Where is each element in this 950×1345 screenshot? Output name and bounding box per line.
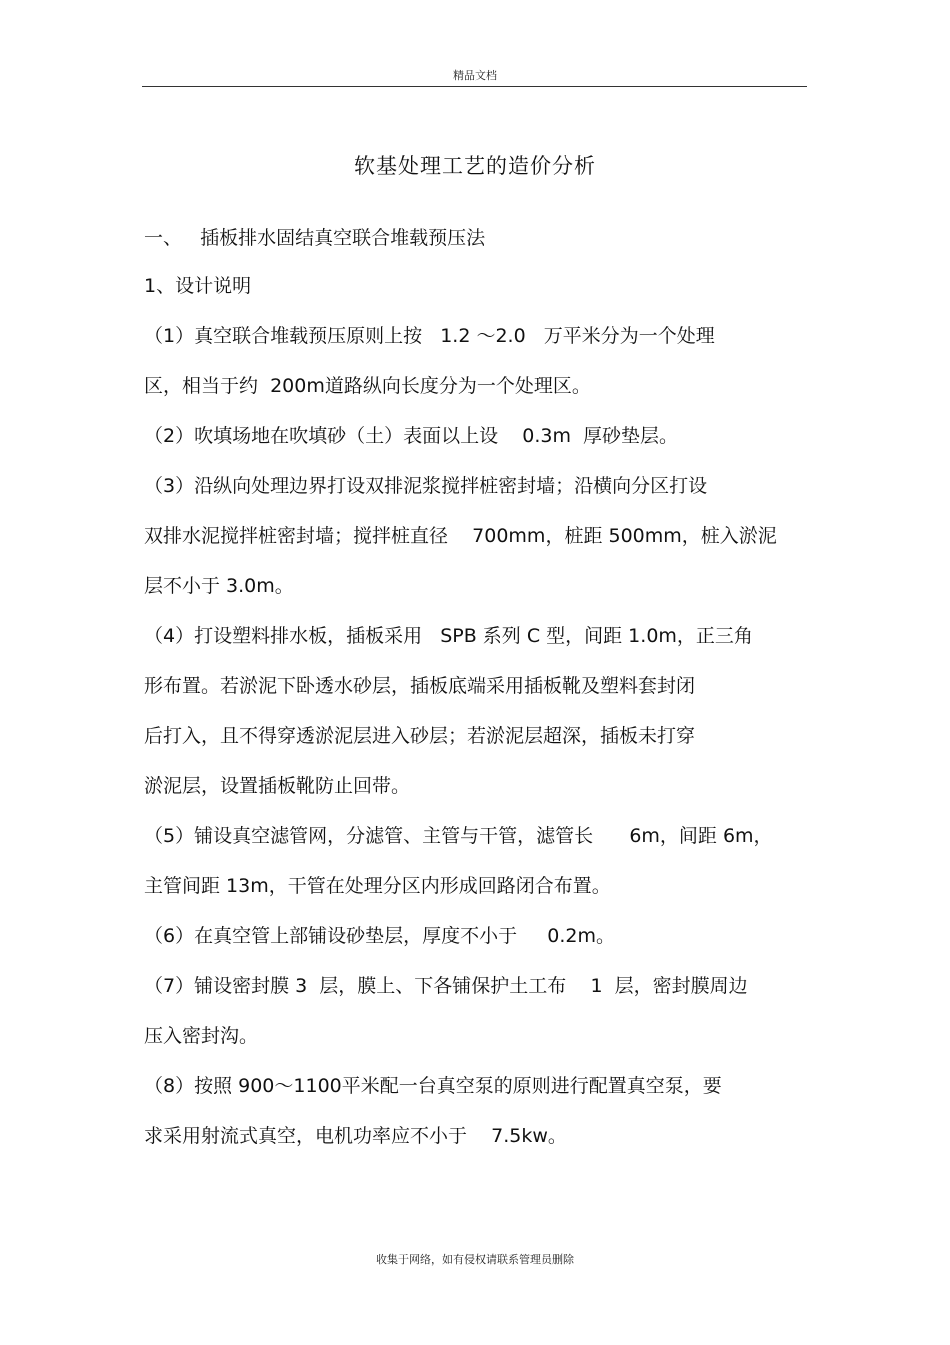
paragraph-line: 求采用射流式真空，电机功率应不小于 7.5kw。: [144, 1125, 567, 1147]
paragraph-line: （5）铺设真空滤管网，分滤管、主管与干管，滤管长 6m，间距 6m，: [144, 825, 773, 847]
paragraph-line: （7）铺设密封膜 3 层，膜上、下各铺保护土工布 1 层，密封膜周边: [144, 975, 748, 997]
paragraph-line: 双排水泥搅拌桩密封墙；搅拌桩直径 700mm，桩距 500mm，桩入淤泥: [144, 525, 777, 547]
header-label: 精品文档: [453, 69, 497, 82]
footer-label: 收集于网络，如有侵权请联系管理员删除: [376, 1253, 574, 1266]
paragraph-line: 形布置。若淤泥下卧透水砂层，插板底端采用插板靴及塑料套封闭: [144, 675, 696, 697]
paragraph-line: （3）沿纵向处理边界打设双排泥浆搅拌桩密封墙；沿横向分区打设: [144, 475, 708, 497]
paragraph-line: 主管间距 13m，干管在处理分区内形成回路闭合布置。: [144, 875, 611, 897]
paragraph-line: （8）按照 900～1100平米配一台真空泵的原则进行配置真空泵，要: [144, 1075, 722, 1097]
section-heading: 一、 插板排水固结真空联合堆载预压法: [144, 227, 486, 249]
header-divider: [142, 86, 807, 87]
paragraph-line: （1）真空联合堆载预压原则上按 1.2 ～2.0 万平米分为一个处理: [144, 325, 715, 347]
paragraph-line: （2）吹填场地在吹填砂（土）表面以上设 0.3m 厚砂垫层。: [144, 425, 679, 447]
document-title: 软基处理工艺的造价分析: [354, 154, 596, 178]
paragraph-line: 区，相当于约 200m道路纵向长度分为一个处理区。: [144, 375, 591, 397]
subsection-heading: 1、设计说明: [144, 275, 252, 297]
paragraph-line: （6）在真空管上部铺设砂垫层，厚度不小于 0.2m。: [144, 925, 616, 947]
paragraph-line: 淤泥层，设置插板靴防止回带。: [144, 775, 411, 797]
paragraph-line: （4）打设塑料排水板，插板采用 SPB 系列 C 型，间距 1.0m，正三角: [144, 625, 753, 647]
paragraph-line: 压入密封沟。: [144, 1025, 259, 1047]
paragraph-line: 层不小于 3.0m。: [144, 575, 294, 597]
paragraph-line: 后打入，且不得穿透淤泥层进入砂层；若淤泥层超深，插板未打穿: [144, 725, 696, 747]
